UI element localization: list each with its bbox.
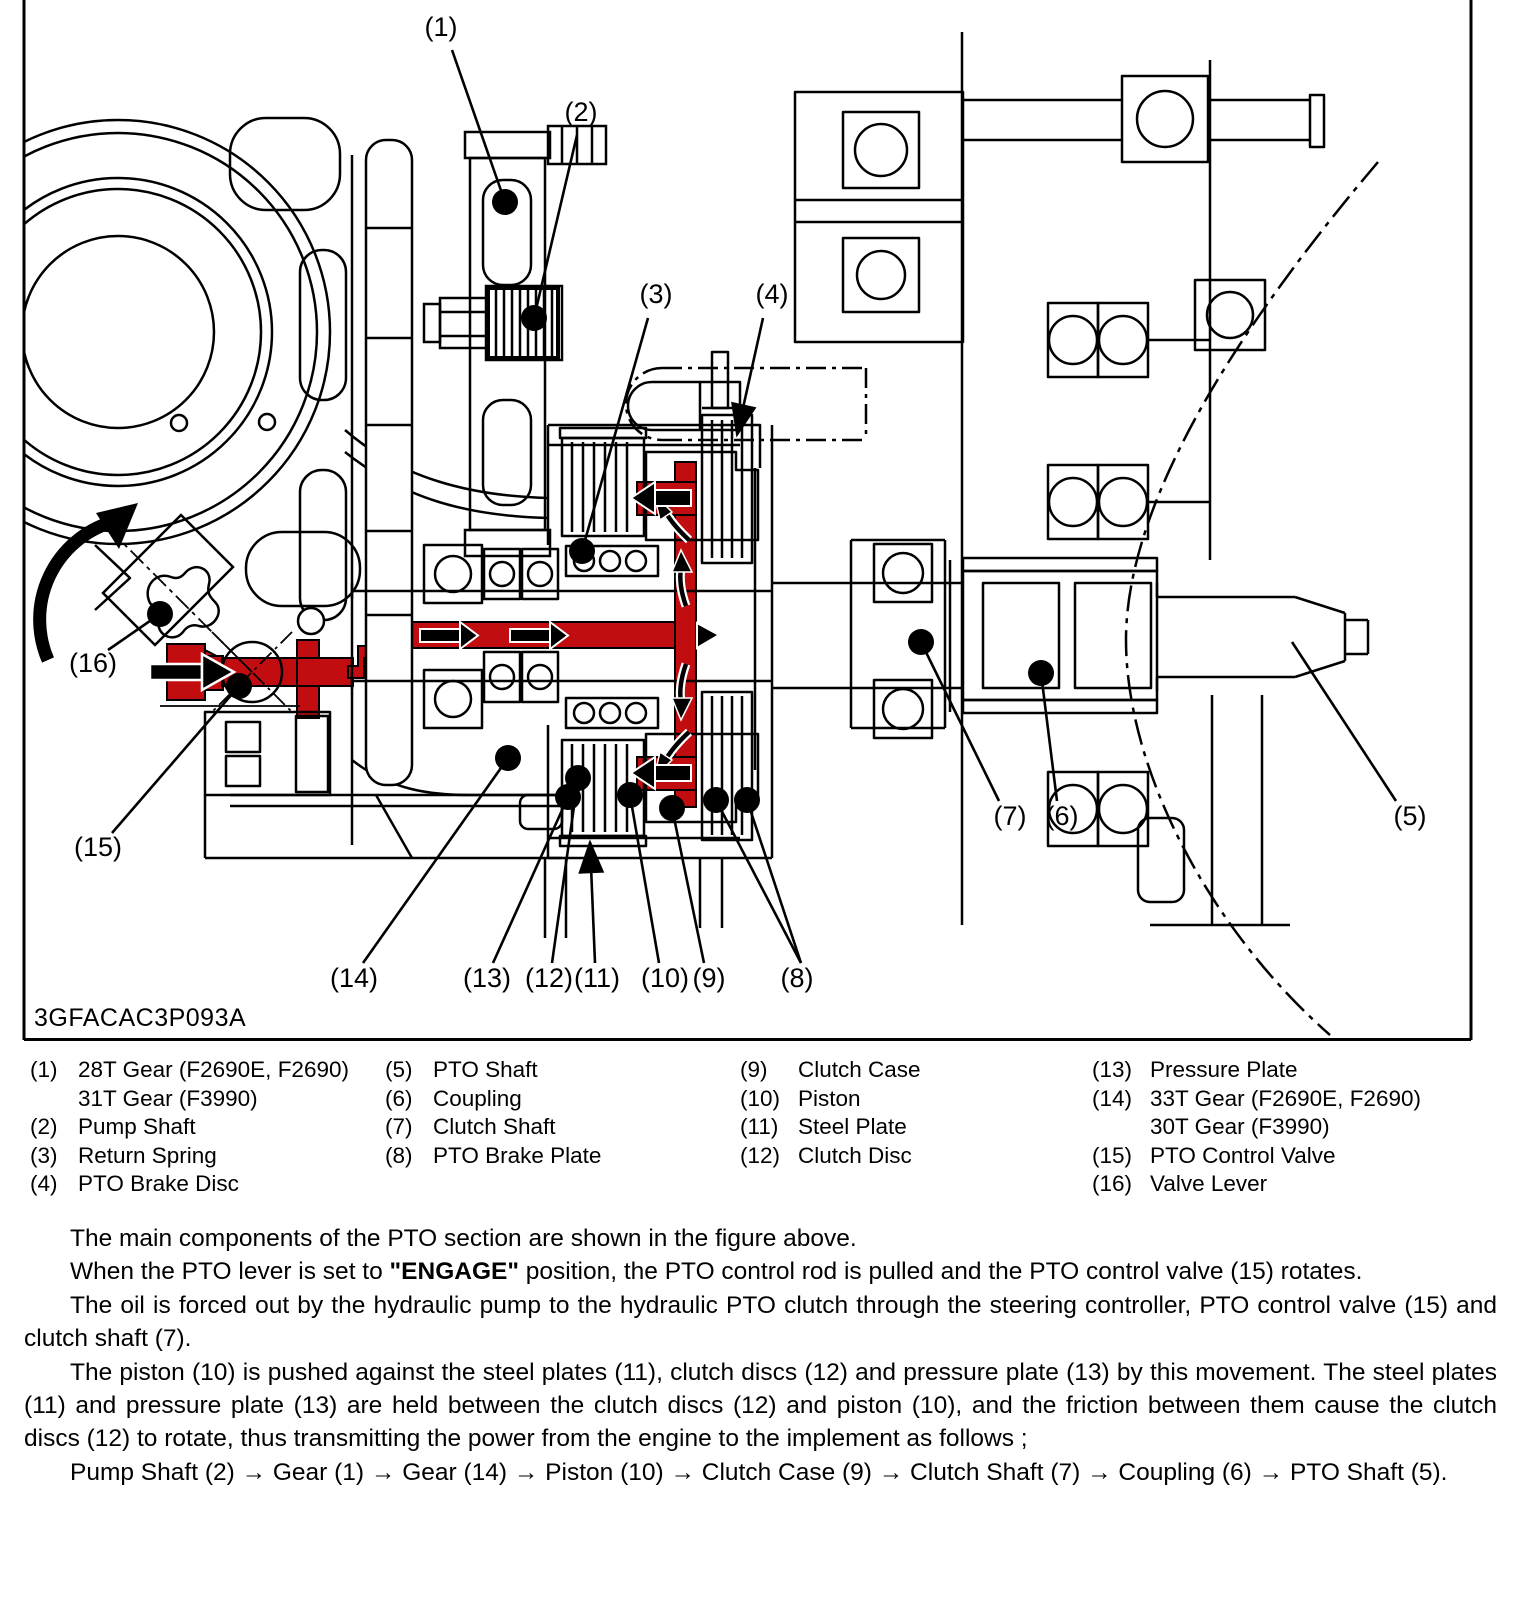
callout-layer — [69, 12, 1427, 993]
legend-entry — [1092, 1113, 1421, 1142]
legend-entry-number: (15) — [1092, 1142, 1133, 1168]
legend-entry-name: Valve Lever — [1150, 1171, 1268, 1196]
parts-legend — [0, 1056, 1521, 1216]
legend-entry — [30, 1142, 349, 1171]
legend-entry-name: PTO Brake Disc — [78, 1171, 239, 1196]
legend-entry-name: Pressure Plate — [1150, 1057, 1298, 1082]
legend-entry-number: (2) — [30, 1114, 58, 1139]
paragraph-text: The oil is forced out by the hydraulic pump to the hydraulic PTO clutch through the steering controller, PTO control valve (15) and clutch shaft (7). — [24, 1291, 1497, 1353]
callout-label: (9) — [692, 963, 726, 993]
legend-entry — [740, 1085, 921, 1114]
callout-label: (16) — [68, 648, 118, 678]
callout-label: (8) — [780, 963, 814, 993]
legend-entry-name: Steel Plate — [798, 1114, 907, 1139]
callout-label: (3) — [639, 279, 673, 309]
figure-code: 3GFACAC3P093A — [34, 1004, 247, 1032]
callout-label: (11) — [573, 963, 621, 993]
body-paragraph — [24, 1222, 1497, 1255]
leader-line — [590, 842, 595, 963]
leader-line — [452, 50, 505, 202]
body-paragraph — [24, 1255, 1497, 1288]
paragraph-text: Pump Shaft (2) → Gear (1) → Gear (14) → Piston (10) → Clutch Case (9) → Clutch Shaft (7) → Coupling (6) → PTO Shaft (5). — [70, 1458, 1448, 1486]
body-text — [24, 1222, 1497, 1489]
legend-entry — [30, 1085, 349, 1114]
legend-entry — [1092, 1142, 1421, 1171]
legend-entry-number: (3) — [30, 1142, 58, 1168]
right-gear-train — [626, 32, 1368, 925]
legend-entry-name: 28T Gear (F2690E, F2690) — [78, 1057, 349, 1082]
countershaft-plate — [352, 140, 412, 845]
callout-label: (7) — [993, 801, 1027, 831]
callout-label: (2) — [564, 97, 598, 127]
leader-line — [747, 800, 801, 963]
legend-entry — [1092, 1170, 1421, 1199]
body-paragraph — [24, 1289, 1497, 1356]
leader-line — [363, 758, 508, 963]
legend-entry — [740, 1056, 921, 1085]
rotation-arrow — [40, 503, 138, 660]
legend-entry-name: Return Spring — [78, 1142, 217, 1168]
legend-entry-name: Coupling — [433, 1085, 522, 1111]
legend-entry-name: Pump Shaft — [78, 1114, 196, 1139]
callout-label: (13) — [462, 963, 512, 993]
legend-entry-name: 33T Gear (F2690E, F2690) — [1150, 1085, 1421, 1111]
legend-entry — [385, 1056, 601, 1085]
legend-entry-number: (9) — [740, 1057, 768, 1082]
callout-label: (4) — [755, 279, 789, 309]
legend-entry-number: (13) — [1092, 1057, 1133, 1082]
legend-entry — [30, 1113, 349, 1142]
leader-line — [716, 800, 801, 963]
legend-column — [1092, 1056, 1421, 1199]
legend-entry-number: (4) — [30, 1171, 58, 1196]
leader-line — [1292, 642, 1396, 801]
callout-label: (6) — [1045, 801, 1079, 831]
legend-entry-number — [30, 1085, 78, 1114]
pitch-circle-arc — [1126, 162, 1378, 1035]
legend-entry — [30, 1170, 349, 1199]
paragraph-text: position, the PTO control rod is pulled and the PTO control valve (15) rotates. — [518, 1258, 1363, 1286]
paragraph-text: The main components of the PTO section are shown in the figure above. — [70, 1225, 857, 1252]
leader-line — [534, 135, 577, 318]
callout-label: (10) — [640, 963, 690, 993]
body-paragraph — [24, 1356, 1497, 1456]
legend-column — [385, 1056, 601, 1170]
paragraph-text: The piston (10) is pushed against the steel plates (11), clutch discs (12) and pressure plate (13) by this movement. The steel plates (11) and pressure plate (13) are held between the clutch discs (12) and piston (10), and the friction between them cause the clutch discs (12) to rotate, thus transmitting the power from the engine to the implement as follows ; — [24, 1358, 1497, 1453]
legend-entry-name: PTO Shaft — [433, 1057, 538, 1082]
legend-entry-number: (1) — [30, 1057, 58, 1082]
legend-entry — [385, 1142, 601, 1171]
legend-entry-number: (10) — [740, 1085, 781, 1111]
figure-border — [24, 0, 1471, 1040]
legend-entry-name: Clutch Case — [798, 1057, 921, 1082]
legend-column — [30, 1056, 349, 1199]
legend-entry — [740, 1113, 921, 1142]
legend-entry — [30, 1056, 349, 1085]
paragraph-text: When the PTO lever is set to — [70, 1258, 390, 1286]
legend-column — [740, 1056, 921, 1170]
clutch-assembly — [352, 408, 772, 928]
legend-entry-name: PTO Control Valve — [1150, 1142, 1336, 1168]
legend-entry-number: (6) — [385, 1085, 413, 1111]
leader-line — [108, 614, 160, 650]
legend-entry — [740, 1142, 921, 1171]
legend-entry-number: (5) — [385, 1057, 413, 1082]
legend-entry-name: 31T Gear (F3990) — [78, 1085, 258, 1111]
legend-entry-number — [1092, 1113, 1150, 1142]
legend-entry-name: PTO Brake Plate — [433, 1142, 602, 1168]
pump-gear — [424, 126, 606, 556]
legend-entry — [1092, 1056, 1421, 1085]
legend-entry-number: (11) — [740, 1114, 779, 1139]
legend-entry — [1092, 1085, 1421, 1114]
emphasis-text: "ENGAGE" — [389, 1258, 519, 1286]
legend-entry-number: (8) — [385, 1142, 413, 1168]
legend-entry-name: Clutch Disc — [798, 1142, 912, 1168]
callout-label: (1) — [424, 12, 458, 42]
legend-entry-number: (16) — [1092, 1171, 1133, 1196]
legend-entry-name: Piston — [798, 1085, 861, 1111]
legend-entry-number: (12) — [740, 1142, 781, 1168]
legend-entry-number: (14) — [1092, 1085, 1133, 1111]
body-paragraph — [24, 1456, 1497, 1489]
legend-entry — [385, 1113, 601, 1142]
callout-label: (5) — [1393, 801, 1427, 831]
legend-entry-name: Clutch Shaft — [433, 1114, 556, 1139]
leader-line — [737, 318, 763, 435]
callout-label: (12) — [524, 963, 574, 993]
legend-entry-name: 30T Gear (F3990) — [1150, 1114, 1330, 1139]
callout-label: (14) — [329, 963, 379, 993]
callout-label: (15) — [73, 832, 123, 862]
leader-line — [112, 686, 239, 833]
legend-entry — [385, 1085, 601, 1114]
legend-entry-number: (7) — [385, 1114, 413, 1139]
